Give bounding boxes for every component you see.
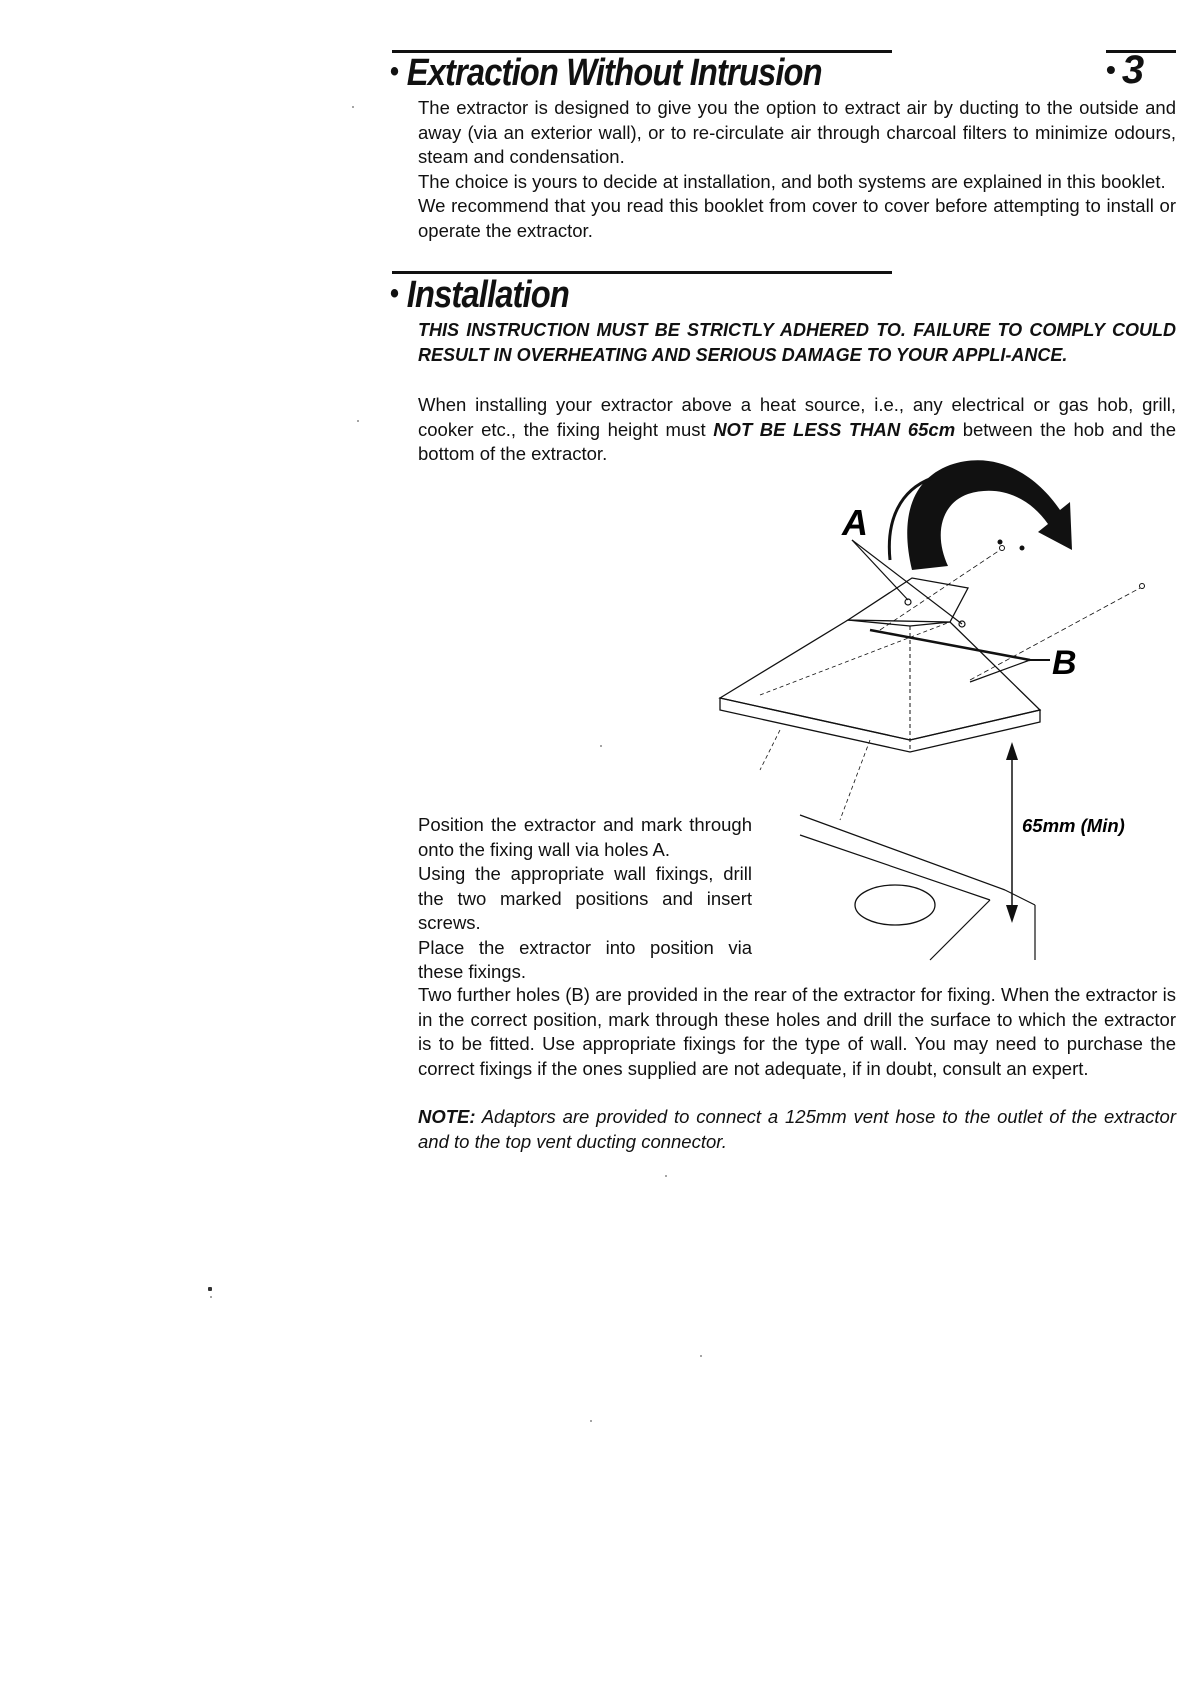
scan-speck bbox=[352, 106, 354, 108]
scan-speck bbox=[357, 420, 359, 422]
extraction-paragraph: The choice is yours to decide at installation, and both systems are explained in this booklet. bbox=[418, 170, 1166, 192]
label-a: A bbox=[842, 502, 868, 543]
bullet-icon: • bbox=[1106, 54, 1116, 85]
section-title-installation bbox=[390, 272, 569, 317]
scan-speck bbox=[665, 1175, 667, 1177]
ducting-arrow-icon bbox=[907, 460, 1072, 570]
note-label: NOTE: bbox=[418, 1106, 476, 1127]
page-number-value: 3 bbox=[1121, 48, 1145, 92]
scan-speck bbox=[600, 745, 602, 747]
positioning-step: Position the extractor and mark through onto the fixing wall via holes A. bbox=[418, 814, 752, 860]
extraction-paragraph: We recommend that you read this booklet from cover to cover before attempting to install or operate the extractor. bbox=[418, 195, 1176, 241]
positioning-step: Place the extractor into position via these fixings. bbox=[418, 936, 752, 982]
scan-speck bbox=[210, 1296, 212, 1298]
scan-speck bbox=[208, 1287, 212, 1291]
positioning-instructions bbox=[418, 813, 752, 985]
dimension-label: 65mm (Min) bbox=[1022, 815, 1125, 836]
installation-diagram bbox=[700, 440, 1160, 980]
installation-warning: THIS INSTRUCTION MUST BE STRICTLY ADHERED TO. FAILURE TO COMPLY COULD RESULT IN OVERHEATING AND SERIOUS DAMAGE TO YOUR APPLI-ANCE. bbox=[418, 320, 1176, 365]
positioning-step: Using the appropriate wall fixings, drill the two marked positions and insert screws. bbox=[418, 863, 752, 933]
bullet-icon: • bbox=[390, 277, 399, 310]
note-paragraph bbox=[418, 1105, 1176, 1154]
page-number bbox=[1106, 48, 1144, 92]
fixing-height-emphasis: NOT BE LESS THAN 65cm bbox=[713, 418, 956, 440]
note-text: Adaptors are provided to connect a 125mm vent hose to the outlet of the extractor and to the top vent ducting connector. bbox=[418, 1106, 1176, 1152]
holes-b-paragraph: Two further holes (B) are provided in the rear of the extractor for fixing. When the extractor is in the correct position, mark through these holes and drill the surface to which the extractor is to be fitted. Use appropriate fixings for the type of wall. You may need to purchase the correct fixings if the ones supplied are not adequate, if in doubt, consult an expert. bbox=[418, 984, 1176, 1079]
section-title-extraction bbox=[390, 50, 822, 95]
label-b: B bbox=[1052, 644, 1077, 682]
extraction-body bbox=[418, 96, 1176, 243]
scan-speck bbox=[700, 1355, 702, 1357]
extraction-paragraph: The extractor is designed to give you the option to extract air by ducting to the outside and away (via an exterior wall), or to re-circulate air through charcoal filters to minimize odours, steam and condensation. bbox=[418, 97, 1176, 167]
scan-speck bbox=[590, 1420, 592, 1422]
hob-burner-icon bbox=[855, 885, 935, 925]
section-title-installation-text: Installation bbox=[406, 274, 569, 316]
section-title-extraction-text: Extraction Without Intrusion bbox=[406, 52, 822, 94]
bullet-icon: • bbox=[390, 55, 399, 88]
fixing-height-text-end: between the hob and the bottom of the extractor. bbox=[418, 418, 1177, 464]
fixing-height-text: When installing your extractor above a heat source, i.e., any electrical or gas hob, grill, cooker etc., the fixing height must bbox=[418, 394, 1176, 440]
